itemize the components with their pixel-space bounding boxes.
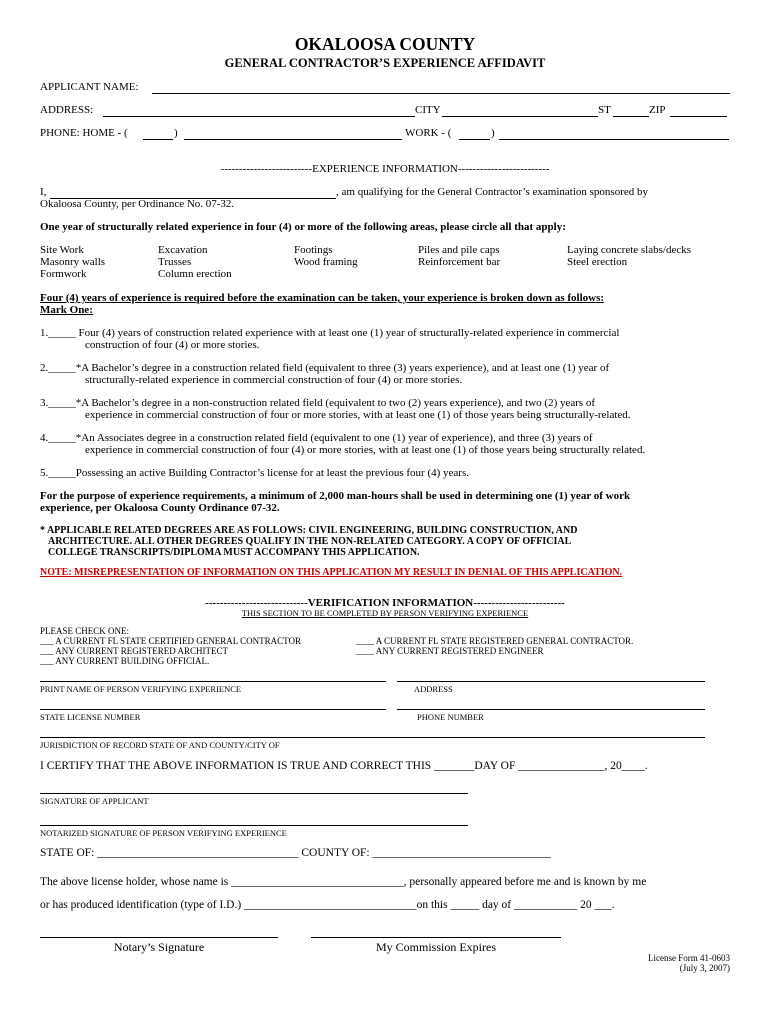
license-holder-line bbox=[40, 876, 646, 888]
state-label: ST bbox=[598, 104, 611, 116]
option-mark-blank[interactable]: _____ bbox=[48, 362, 76, 374]
check-one-label: PLEASE CHECK ONE: bbox=[40, 626, 130, 636]
option-text: *A Bachelor’s degree in a construction related field (equivalent to three (3) years experience), and at least one (1) year of bbox=[75, 362, 610, 374]
option-mark-blank[interactable]: _____ bbox=[48, 467, 76, 479]
verifier-address-field[interactable] bbox=[397, 681, 705, 682]
certify-year-label: , 20 bbox=[604, 760, 622, 772]
applicant-name-label: APPLICANT NAME: bbox=[40, 81, 139, 93]
id-year-text: 20 bbox=[577, 899, 595, 911]
work-area-code-field[interactable] bbox=[459, 139, 490, 140]
home-phone-label: PHONE: HOME - ( bbox=[40, 127, 128, 139]
check-gc-registered[interactable]: ____ A CURRENT FL STATE REGISTERED GENERAL CONTRACTOR. bbox=[356, 636, 634, 646]
option-text: *An Associates degree in a construction related field (equivalent to one (1) year of experience), and three (3) years of bbox=[75, 432, 593, 444]
area-option[interactable]: Reinforcement bar bbox=[418, 256, 501, 269]
id-day-field[interactable]: _____ bbox=[450, 899, 480, 911]
manhours-note: For the purpose of experience requirements, a minimum of 2,000 man-hours shall be used in determining one (1) year of work bbox=[40, 490, 631, 502]
id-month-field[interactable]: ___________ bbox=[514, 899, 578, 911]
verifier-name-field[interactable] bbox=[40, 681, 386, 682]
form-number: License Form 41-0603 bbox=[648, 953, 730, 963]
holder-text-suffix: , personally appeared before me and is known by me bbox=[403, 876, 647, 888]
option-2 bbox=[40, 362, 740, 386]
check-building-official[interactable]: ___ ANY CURRENT BUILDING OFFICIAL. bbox=[40, 656, 210, 666]
areas-column-3 bbox=[294, 244, 358, 268]
applicant-signature-label: SIGNATURE OF APPLICANT bbox=[40, 796, 149, 806]
notarized-signature-field[interactable] bbox=[40, 825, 468, 826]
notary-county-label: COUNTY OF: bbox=[301, 847, 370, 859]
certify-day-of: DAY OF bbox=[474, 760, 519, 772]
area-option[interactable]: Piles and pile caps bbox=[418, 244, 500, 256]
option-number: 5. bbox=[40, 467, 49, 479]
areas-heading: One year of structurally related experience in four (4) or more of the following areas, please circle all that apply: bbox=[40, 221, 566, 233]
area-option[interactable]: Masonry walls bbox=[40, 256, 106, 269]
areas-column-4 bbox=[418, 244, 500, 268]
intro-line2: Okaloosa County, per Ordinance No. 07-32. bbox=[40, 198, 235, 210]
intro-suffix: , am qualifying for the General Contractor’s examination sponsored by bbox=[336, 186, 648, 198]
notary-county-field[interactable]: _______________________________ bbox=[372, 847, 551, 859]
license-number-field[interactable] bbox=[40, 709, 386, 710]
option-text: Possessing an active Building Contractor’s license for at least the previous four (4) years. bbox=[75, 467, 470, 479]
verifier-phone-field[interactable] bbox=[397, 709, 705, 710]
verifier-address-label: ADDRESS bbox=[414, 684, 453, 694]
state-field[interactable] bbox=[613, 116, 649, 117]
state-county-line bbox=[40, 847, 551, 859]
area-option[interactable]: Steel erection bbox=[567, 256, 628, 269]
areas-column-1 bbox=[40, 244, 105, 281]
option-text-continued: experience in commercial construction of four or more stories, with at least one (1) of those years being structurally-related. bbox=[85, 409, 631, 421]
manhours-note-continued: experience, per Okaloosa County Ordinance 07-32. bbox=[40, 502, 280, 514]
option-number: 3. bbox=[40, 397, 49, 409]
areas-column-5 bbox=[567, 244, 691, 268]
home-area-code-field[interactable] bbox=[143, 139, 173, 140]
verification-heading: ----------------------------VERIFICATION INFORMATION------------------------- bbox=[205, 597, 565, 609]
notary-state-field[interactable]: ___________________________________ bbox=[97, 847, 299, 859]
check-engineer[interactable]: ____ ANY CURRENT REGISTERED ENGINEER bbox=[356, 646, 544, 656]
certify-year-field[interactable]: ____ bbox=[621, 760, 645, 772]
page-subtitle: GENERAL CONTRACTOR’S EXPERIENCE AFFIDAVIT bbox=[224, 56, 546, 70]
mark-one-label: Mark One: bbox=[40, 304, 93, 316]
license-number-label: STATE LICENSE NUMBER bbox=[40, 712, 141, 722]
option-mark-blank[interactable]: _____ bbox=[48, 397, 76, 409]
form-date: (July 3, 2007) bbox=[679, 963, 730, 973]
area-option[interactable]: Column erection bbox=[158, 268, 232, 281]
option-4 bbox=[40, 432, 740, 456]
notary-state-label: STATE OF: bbox=[40, 847, 95, 859]
id-text: or has produced identification (type of I.D.) bbox=[40, 899, 245, 911]
jurisdiction-field[interactable] bbox=[40, 737, 705, 738]
area-option[interactable]: Trusses bbox=[158, 256, 192, 269]
applicant-signature-field[interactable] bbox=[40, 793, 468, 794]
intro-prefix: I, bbox=[40, 186, 47, 198]
option-number: 4. bbox=[40, 432, 49, 444]
zip-label: ZIP bbox=[649, 104, 666, 116]
option-number: 1. bbox=[40, 327, 49, 339]
identification-line bbox=[40, 899, 615, 911]
id-period: . bbox=[611, 899, 615, 911]
area-option[interactable]: Excavation bbox=[158, 244, 208, 256]
option-text-continued: experience in commercial construction of four (4) or more stories, with at least one (1) of those years being structurally related. bbox=[85, 444, 646, 456]
work-phone-paren: ) bbox=[491, 127, 495, 139]
certify-text: I CERTIFY THAT THE ABOVE INFORMATION IS TRUE AND CORRECT THIS bbox=[40, 760, 435, 772]
option-5 bbox=[40, 467, 740, 479]
degrees-note-line3: COLLEGE TRANSCRIPTS/DIPLOMA MUST ACCOMPANY THIS APPLICATION. bbox=[48, 547, 420, 558]
option-text: *A Bachelor’s degree in a non-construction related field (equivalent to two (2) years experience), and two (2) years of bbox=[75, 397, 596, 409]
notary-signature-label: Notary’s Signature bbox=[113, 940, 205, 954]
certify-statement bbox=[40, 760, 648, 772]
certify-period: . bbox=[644, 760, 648, 772]
notary-signature-field[interactable] bbox=[40, 937, 278, 938]
area-option[interactable]: Wood framing bbox=[294, 256, 358, 269]
option-text: Four (4) years of construction related experience with at least one (1) year of structurally-related experience in commercial bbox=[75, 327, 620, 339]
check-gc-certified[interactable]: ___ A CURRENT FL STATE CERTIFIED GENERAL CONTRACTOR bbox=[40, 636, 302, 646]
certify-day-field[interactable]: _______ bbox=[434, 760, 475, 772]
verification-subheading: THIS SECTION TO BE COMPLETED BY PERSON VERIFYING EXPERIENCE bbox=[241, 608, 529, 618]
area-option[interactable]: Laying concrete slabs/decks bbox=[567, 244, 692, 256]
work-phone-field[interactable] bbox=[499, 139, 729, 140]
work-phone-label: WORK - ( bbox=[405, 127, 452, 139]
commission-expires-label: My Commission Expires bbox=[375, 940, 496, 954]
area-option[interactable]: Footings bbox=[294, 244, 333, 256]
area-option[interactable]: Site Work bbox=[40, 244, 84, 256]
option-mark-blank[interactable]: _____ bbox=[48, 327, 76, 339]
page-title: OKALOOSA COUNTY bbox=[294, 34, 476, 54]
notarized-signature-label: NOTARIZED SIGNATURE OF PERSON VERIFYING EXPERIENCE bbox=[40, 828, 287, 838]
option-text-continued: construction of four (4) or more stories. bbox=[85, 339, 260, 351]
commission-expires-field[interactable] bbox=[311, 937, 561, 938]
id-year-field[interactable]: ___ bbox=[594, 899, 612, 911]
id-day-text: day of bbox=[479, 899, 514, 911]
four-years-requirement: Four (4) years of experience is required before the examination can be taken, your experience is broken down as follows: bbox=[40, 292, 605, 304]
degrees-note: * APPLICABLE RELATED DEGREES ARE AS FOLLOWS: CIVIL ENGINEERING, BUILDING CONSTRUCTION, AND bbox=[40, 525, 578, 536]
address-label: ADDRESS: bbox=[40, 104, 94, 116]
applicant-name-field[interactable] bbox=[152, 93, 730, 94]
option-mark-blank[interactable]: _____ bbox=[48, 432, 76, 444]
areas-column-2 bbox=[158, 244, 232, 281]
area-option[interactable]: Formwork bbox=[40, 268, 87, 281]
certify-month-field[interactable]: _______________ bbox=[518, 760, 605, 772]
holder-text: The above license holder, whose name is bbox=[40, 876, 232, 888]
id-type-field[interactable]: ______________________________ bbox=[244, 899, 417, 911]
check-architect[interactable]: ___ ANY CURRENT REGISTERED ARCHITECT bbox=[40, 646, 229, 656]
option-number: 2. bbox=[40, 362, 49, 374]
zip-field[interactable] bbox=[670, 116, 727, 117]
city-field[interactable] bbox=[442, 116, 598, 117]
verifier-name-label: PRINT NAME OF PERSON VERIFYING EXPERIENCE bbox=[40, 684, 242, 694]
experience-heading: -------------------------EXPERIENCE INFORMATION------------------------- bbox=[220, 163, 550, 175]
city-label: CITY bbox=[415, 104, 441, 116]
home-phone-paren: ) bbox=[174, 127, 178, 139]
option-text-continued: structurally-related experience in commercial construction of four (4) or more stories. bbox=[85, 374, 463, 386]
option-1 bbox=[40, 327, 740, 351]
option-3 bbox=[40, 397, 740, 421]
misrepresentation-note: NOTE: MISREPRESENTATION OF INFORMATION ON THIS APPLICATION MY RESULT IN DENIAL OF THIS APPLICATION. bbox=[40, 567, 623, 578]
home-phone-field[interactable] bbox=[184, 139, 402, 140]
id-on-text: on this bbox=[416, 899, 451, 911]
address-field[interactable] bbox=[103, 116, 415, 117]
holder-name-field[interactable]: ______________________________ bbox=[231, 876, 404, 888]
degrees-note-line2: ARCHITECTURE. ALL OTHER DEGREES QUALIFY IN THE NON-RELATED CATEGORY. A COPY OF OFFICIAL bbox=[48, 536, 572, 547]
jurisdiction-label: JURISDICTION OF RECORD STATE OF AND COUNTY/CITY OF bbox=[40, 740, 280, 750]
verifier-phone-label: PHONE NUMBER bbox=[417, 712, 484, 722]
